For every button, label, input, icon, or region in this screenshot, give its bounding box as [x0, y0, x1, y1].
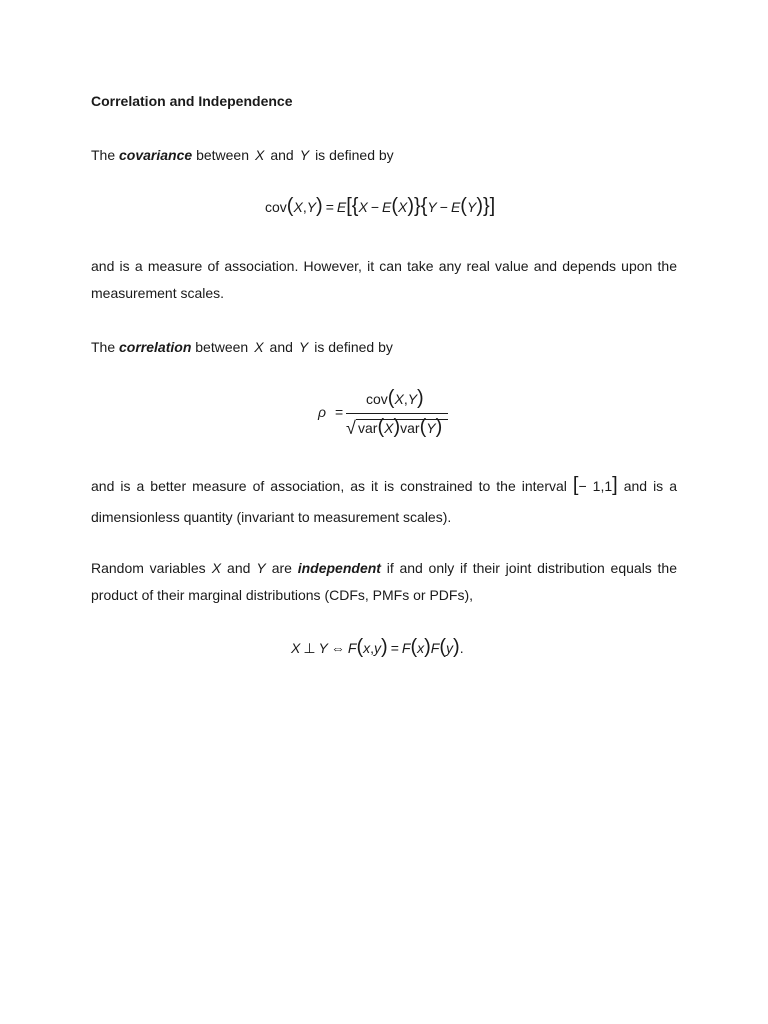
eq1-e3: E [450, 199, 461, 215]
p3-middle: between [195, 339, 249, 355]
perp-icon: ⊥ [303, 640, 316, 656]
eq3-x2: x [417, 640, 425, 656]
p1-before: The [91, 147, 116, 163]
term-correlation: correlation [119, 339, 192, 355]
correlation-intro [91, 334, 677, 361]
eq3-equals: = [390, 640, 399, 656]
paren: )}{ [407, 195, 428, 217]
p1-middle: between [196, 147, 250, 163]
num-cov: cov [366, 391, 388, 407]
paren: ) [424, 636, 431, 658]
eq3-period: . [459, 640, 464, 656]
page-title: Correlation and Independence [91, 93, 293, 109]
eq1-comma: , [302, 199, 307, 215]
eq3-f3: F [430, 640, 440, 656]
eq1-y3: Y [466, 199, 477, 215]
eq1-y2: Y [427, 199, 437, 215]
p5-and: and [227, 560, 251, 576]
eq3-f1: F [347, 640, 357, 656]
covariance-equation [265, 195, 496, 217]
p5-after: if and only if their joint distribution equals the product of their marginal distributions (CDFs, PMFs or PDFs), [91, 560, 678, 603]
term-independent: independent [297, 560, 381, 576]
paren: ( [286, 195, 294, 217]
sqrt-icon: √ [346, 418, 356, 438]
fraction-bar [346, 413, 448, 414]
bracket: )}] [476, 195, 496, 217]
p1-after: is defined by [315, 147, 394, 163]
p3-after: is defined by [314, 339, 393, 355]
rho-symbol: ρ [318, 404, 327, 420]
eq1-e2: E [382, 199, 392, 215]
paren: ) [316, 195, 323, 217]
paren: ( [377, 416, 385, 438]
paren: ) [435, 416, 443, 438]
bracket: [{ [346, 195, 359, 217]
bracket: ] [612, 474, 618, 496]
eq1-minus: − [370, 199, 380, 215]
var-y: Y [298, 339, 309, 355]
paren: ) [393, 416, 401, 438]
eq3-y2: y [446, 640, 454, 656]
covariance-intro [91, 142, 677, 169]
p3-before: The [91, 339, 116, 355]
p5-before: Random variables [91, 560, 206, 576]
denominator-body [358, 416, 443, 438]
den-var1: var [358, 420, 378, 436]
paren: ( [387, 387, 395, 409]
independence-equation: X ⊥ Y ⇔ F(x,y) = F(x)F(y). [291, 636, 464, 658]
num-x: X [394, 391, 404, 407]
paren: ) [453, 636, 460, 658]
den-var2: var [400, 420, 420, 436]
eq1-equals: = [325, 199, 334, 215]
den-x: X [384, 420, 394, 436]
paren: ( [460, 195, 467, 217]
correlation-description [91, 471, 677, 533]
eq1-cov: cov [265, 199, 287, 215]
eq3-x1: x [363, 640, 371, 656]
eq3-x: X [291, 640, 301, 656]
fraction-numerator: cov(X,Y) [366, 387, 424, 409]
var-x: X [254, 339, 264, 355]
eq1-e: E [336, 199, 347, 215]
iff-arrow-icon: ⇔ [330, 640, 345, 656]
p1-and: and [270, 147, 294, 163]
eq1-minus2: − [439, 199, 448, 215]
var-y: Y [299, 147, 310, 163]
var-x: X [255, 147, 265, 163]
eq1-x: X [293, 199, 303, 215]
interval [572, 474, 618, 496]
paren: ) [417, 387, 424, 409]
eq1-y: Y [306, 199, 317, 215]
p4-before: and is a better measure of association, as it is constrained to the interval [91, 478, 567, 494]
paren: ( [391, 195, 399, 217]
eq1-x3: X [398, 199, 408, 215]
independence-description [91, 555, 677, 609]
paren: ( [356, 636, 364, 658]
var-y: Y [256, 560, 266, 576]
eq3-f2: F [401, 640, 411, 656]
paren: ( [439, 636, 447, 658]
p4-after: and is a dimensionless quantity (invariant to measurement scales). [91, 478, 677, 525]
paren: ( [419, 416, 427, 438]
paren: ) [381, 636, 388, 658]
eq1-x2: X [358, 199, 368, 215]
eq3-y1: y [374, 640, 382, 656]
bracket: [ [572, 474, 579, 496]
p5-are: are [271, 560, 292, 576]
num-y: Y [407, 391, 418, 407]
p3-and: and [269, 339, 293, 355]
eq2-equals: = [335, 404, 344, 420]
covariance-description: and is a measure of association. However, it can take any real value and depends upon the measurement scales. [91, 258, 677, 301]
den-y: Y [426, 420, 436, 436]
interval-value: − 1,1 [578, 478, 613, 494]
term-covariance: covariance [119, 147, 193, 163]
paren: ( [410, 636, 418, 658]
var-x: X [211, 560, 222, 576]
eq3-y: Y [318, 640, 328, 656]
